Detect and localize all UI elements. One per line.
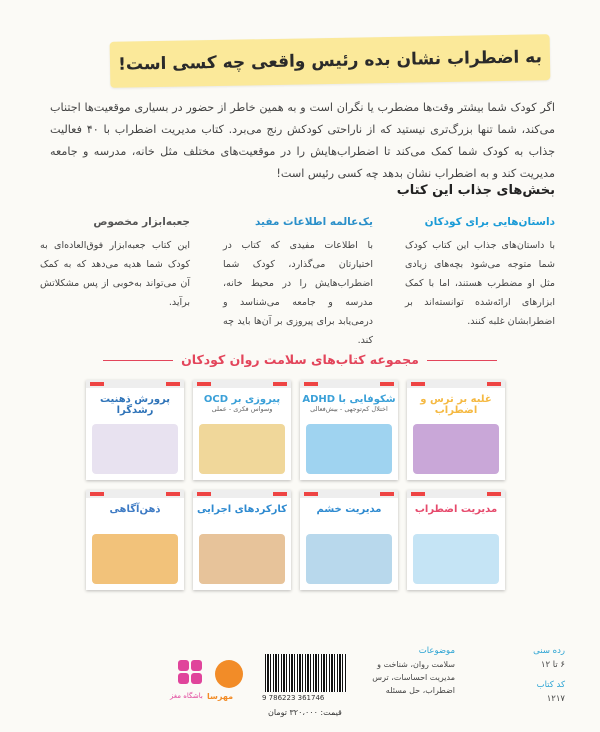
book-subtitle: وسواس فکری - عملی: [211, 405, 273, 413]
feature-info: [223, 213, 373, 350]
topics-label: موضوعات: [418, 646, 455, 656]
publisher-mark: [411, 492, 425, 496]
cover-header: [86, 380, 184, 388]
barcode: [265, 654, 347, 692]
series-title: [0, 352, 600, 367]
code-label: کد کتاب: [536, 680, 565, 690]
publisher-mark: [411, 382, 425, 386]
cover-illustration: [306, 424, 392, 474]
book-title: مدیریت اضطراب: [414, 504, 498, 515]
cover-illustration: [199, 424, 285, 474]
book-cover-mindfulness: [86, 490, 184, 590]
book-subtitle: اختلال کم‌توجهی - بیش‌فعالی: [310, 405, 388, 413]
series-mark: [487, 382, 501, 386]
divider: [103, 360, 173, 361]
features-title: بخش‌های جذاب این کتاب: [396, 183, 555, 198]
cover-header: [193, 380, 291, 388]
book-cover-ocd: [193, 380, 291, 480]
publisher-name: باشگاه مغز: [170, 692, 203, 700]
series-title-text: مجموعه کتاب‌های سلامت روان کودکان: [181, 352, 419, 367]
cover-illustration: [92, 424, 178, 474]
intro-paragraph: اگر کودک شما بیشتر وقت‌ها مضطرب یا نگران است و به همین خاطر از حضور در بسیاری موقعیت‌ها اجتناب می‌کند، شما تنها بزرگ‌تری نیستید که از ناراحتی کودکش رنج می‌برد. کتاب مدیریت اضطراب با ۴۰ فعالیت جذاب به کودک شما کمک می‌کند تا اضطراب‌هایش را در موقعیت‌های مختلف مثل خانه، مدرسه و جامعه مدیریت کند و به اضطراب نشان بدهد چه کسی رئیس است!: [50, 101, 556, 180]
topics: [355, 644, 455, 697]
headline-text: به اضطراب نشان بده رئیس واقعی چه کسی است!: [117, 47, 543, 75]
headline-banner: [110, 34, 551, 88]
age-value: ۶ تا ۱۲: [540, 660, 565, 670]
age-label: رده سنی: [533, 646, 565, 656]
book-title: پیروزی بر OCD: [203, 394, 281, 405]
book-title: ذهن‌آگاهی: [109, 504, 161, 515]
book-cover-anger: [300, 490, 398, 590]
divider: [427, 360, 497, 361]
cover-header: [300, 490, 398, 498]
book-cover-fear: [407, 380, 505, 480]
series-mark: [273, 492, 287, 496]
feature-text: با اطلاعات مفیدی که کتاب در اختیارتان می‌گذارد، کودک شما اضطراب‌هایش را در محیط خانه، مدرسه و جامعه می‌شناسد و درمی‌یابد برای پیروزی بر آن‌ها باید چه کند.: [223, 240, 373, 346]
book-cover-executive: [193, 490, 291, 590]
series-mark: [380, 492, 394, 496]
cover-header: [407, 490, 505, 498]
feature-toolbox: [40, 213, 190, 312]
colophon: [0, 632, 600, 732]
series-mark: [380, 382, 394, 386]
brain-club-logo-icon: [178, 660, 202, 686]
topic-item: اضطراب، حل مسئله: [385, 686, 455, 695]
series-mark: [487, 492, 501, 496]
cover-illustration: [413, 424, 499, 474]
mehrsa-logo-icon: [215, 660, 243, 688]
book-cover-growth: [86, 380, 184, 480]
cover-illustration: [306, 534, 392, 584]
book-cover-adhd: [300, 380, 398, 480]
book-title: پرورش ذهنیت رشدگرا: [99, 394, 171, 416]
series-mark: [166, 492, 180, 496]
book-title: کارکردهای اجرایی: [197, 504, 287, 515]
feature-text: با داستان‌های جذاب این کتاب کودک شما متوجه می‌شود بچه‌های زیادی مثل او مضطرب هستند، اما با کمک ابزارهای ارائه‌شده توانسته‌اند بر اضطرابشان غلبه کنند.: [405, 240, 555, 327]
book-title: شکوفایی با ADHD: [302, 394, 396, 405]
isbn: 9 786223 361746: [262, 694, 325, 702]
cover-illustration: [199, 534, 285, 584]
publisher-mark: [304, 492, 318, 496]
book-title: مدیریت خشم: [316, 504, 382, 515]
topic-item: سلامت روان، شناخت و مدیریت احساسات، ترس: [372, 660, 455, 682]
publisher-mark: [304, 382, 318, 386]
book-info: [533, 644, 565, 706]
cover-header: [300, 380, 398, 388]
price: قیمت: ۳۲۰،۰۰۰ تومان: [268, 708, 342, 717]
cover-header: [407, 380, 505, 388]
publisher-mark: [197, 382, 211, 386]
feature-stories: [405, 213, 555, 331]
cover-illustration: [413, 534, 499, 584]
code-value: ۱۲۱۷: [546, 694, 565, 704]
book-cover-anxiety: [407, 490, 505, 590]
cover-header: [193, 490, 291, 498]
feature-text: این کتاب جعبه‌ابزار فوق‌العاده‌ای به کودک شما هدیه می‌دهد که به کمک آن می‌تواند به‌خوبی از پس مشکلاتش برآید.: [40, 240, 190, 308]
series-mark: [273, 382, 287, 386]
publisher-mark: [90, 492, 104, 496]
cover-illustration: [92, 534, 178, 584]
publisher-mark: [197, 492, 211, 496]
publisher-mark: [90, 382, 104, 386]
feature-heading: جعبه‌ابزار مخصوص: [93, 216, 190, 228]
feature-heading: یک‌عالمه اطلاعات مفید: [254, 216, 373, 228]
feature-heading: داستان‌هایی برای کودکان: [424, 216, 555, 228]
cover-header: [86, 490, 184, 498]
book-title: غلبه بر ترس و اضطراب: [420, 394, 492, 416]
series-mark: [166, 382, 180, 386]
publisher-name: مهرسا: [207, 692, 234, 701]
